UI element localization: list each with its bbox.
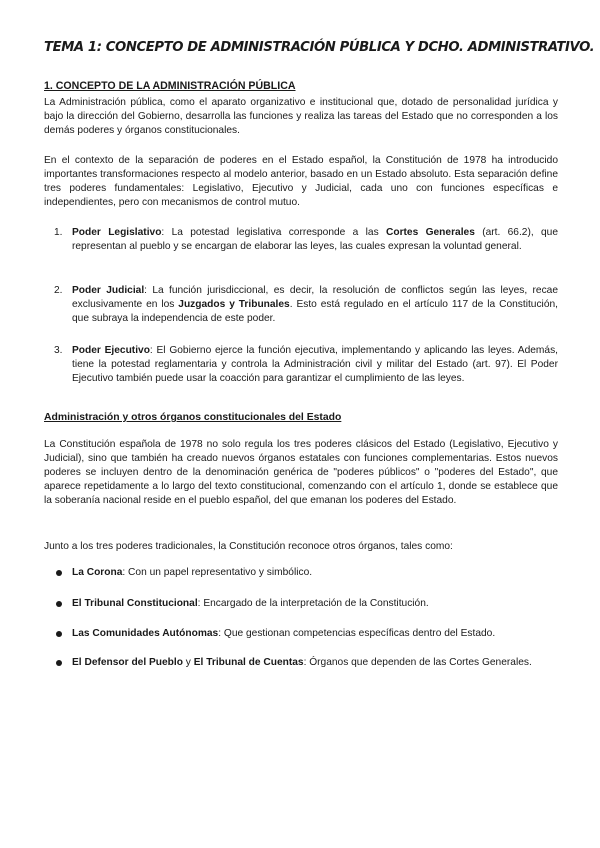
- term-bold: Juzgados y Tribunales: [178, 299, 290, 310]
- text-run: : El Gobierno ejerce la función ejecutiva, implementando y aplicando las leyes. Además, tiene la potestad reglamentaria y controla la Administración civil y militar del Estado (art. 97). El Poder Ejecutivo también puede usar la coacción para garantizar el cumplimiento de las leyes.: [72, 345, 558, 384]
- bullet-icon: [56, 601, 62, 607]
- paragraph-constitucion: La Constitución española de 1978 no solo regula los tres poderes clásicos del Estado (Legislativo, Ejecutivo y Judicial), sino que también ha creado nuevos órganos estatales con funciones complementarias. Estos nuevos poderes se incluyen dentro de la denominación genérica de "poderes públicos" o "poderes del Estado", que aparece repetidamente a lo largo del texto constitucional, comenzando con el artículo 1, donde se establece que la soberanía nacional reside en el pueblo español, del que emanan los poderes del Estado.: [44, 439, 558, 506]
- paragraph-definicion: La Administración pública, como el aparato organizativo e institucional que, dotado de personalidad jurídica y bajo la dirección del Gobierno, desarrolla las funciones y realiza las tareas del Estado que no corresponden a los demás poderes y órganos constitucionales.: [44, 97, 558, 136]
- list-text: [72, 627, 558, 641]
- list-text: [72, 226, 558, 254]
- term-bold: El Tribunal de Cuentas: [193, 657, 304, 668]
- document-title: TEMA 1: CONCEPTO DE ADMINISTRACIÓN PÚBLICA Y DCHO. ADMINISTRATIVO.: [44, 40, 595, 55]
- text-run: : La potestad legislativa corresponde a las: [161, 227, 386, 238]
- list-number: 3.: [54, 345, 63, 356]
- bullet-icon: [56, 631, 62, 637]
- text-run: y: [182, 657, 194, 668]
- text-run: : Que gestionan competencias específicas dentro del Estado.: [218, 628, 496, 639]
- text-run: : Órganos que dependen de las Cortes Generales.: [303, 657, 532, 668]
- term-bold: Poder Legislativo: [72, 227, 162, 238]
- section-heading-organos: Administración y otros órganos constitucionales del Estado: [44, 412, 342, 423]
- text-run: : Con un papel representativo y simbólico.: [122, 567, 313, 578]
- list-text: [72, 284, 558, 326]
- term-bold: El Defensor del Pueblo: [72, 657, 183, 668]
- term-bold: Poder Ejecutivo: [72, 345, 150, 356]
- text-run: : La función jurisdiccional, es decir, la resolución de conflictos según las leyes, recae exclusivamente en los: [72, 285, 558, 310]
- paragraph-otros-organos-intro: Junto a los tres poderes tradicionales, la Constitución reconoce otros órganos, tales como:: [44, 541, 453, 552]
- list-number: 1.: [54, 227, 63, 238]
- list-text: [72, 597, 558, 611]
- term-bold: Cortes Generales: [386, 227, 475, 238]
- paragraph-separacion-poderes: En el contexto de la separación de poderes en el Estado español, la Constitución de 1978 ha introducido importantes transformaciones respecto al modelo anterior, basado en un Estado absoluto. Esta separación define tres poderes fundamentales: Legislativo, Ejecutivo y Judicial, cada uno con funciones específicas e independientes, pero con mecanismos de control mutuo.: [44, 155, 558, 208]
- bullet-icon: [56, 570, 62, 576]
- term-bold: El Tribunal Constitucional: [72, 598, 198, 609]
- list-number: 2.: [54, 285, 63, 296]
- list-text: [72, 656, 558, 670]
- term-bold: Poder Judicial: [72, 285, 145, 296]
- text-run: . Esto está regulado en el artículo 117 de la Constitución, que subraya la independencia de este poder.: [72, 299, 558, 324]
- list-text: [72, 344, 558, 386]
- section-heading-concepto: 1. CONCEPTO DE LA ADMINISTRACIÓN PÚBLICA: [44, 80, 296, 92]
- bullet-icon: [56, 660, 62, 666]
- term-bold: La Corona: [72, 567, 123, 578]
- text-run: (art. 66.2), que representan al pueblo y se encargan de elaborar las leyes, las cuales expresan la voluntad general.: [72, 227, 559, 252]
- text-run: : Encargado de la interpretación de la Constitución.: [197, 598, 429, 609]
- list-text: [72, 566, 558, 580]
- term-bold: Las Comunidades Autónomas: [72, 628, 219, 639]
